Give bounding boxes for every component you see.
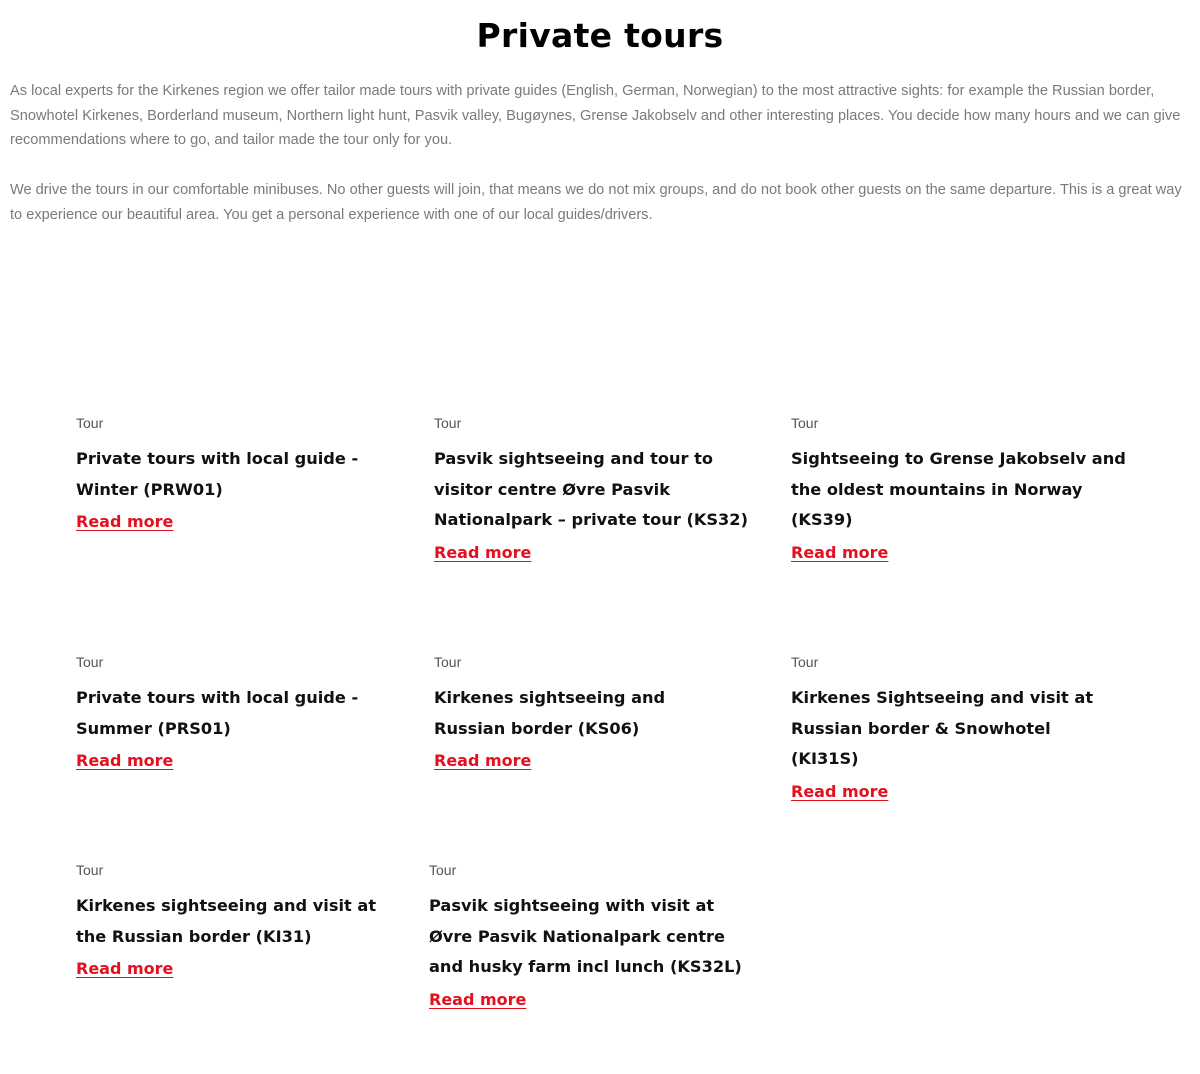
tour-card	[76, 414, 408, 533]
tour-type-label: Tour	[434, 654, 462, 670]
tour-title[interactable]: Private tours with local guide - Winter (PRW01)	[76, 449, 359, 499]
intro-paragraph: We drive the tours in our comfortable minibuses. No other guests will join, that means we do not mix groups, and do not book other guests on the same departure. This is a great way to experience our beautiful area. You get a personal experience with one of our local guides/drivers.	[10, 182, 1182, 223]
tour-type-label: Tour	[76, 415, 104, 431]
tour-card	[791, 653, 1101, 803]
read-more-link[interactable]: Read more	[791, 781, 889, 801]
read-more-link[interactable]: Read more	[76, 512, 174, 531]
tour-type-label: Tour	[791, 654, 819, 670]
read-more-link[interactable]: Read more	[76, 959, 174, 978]
tour-title[interactable]: Kirkenes sightseeing and visit at the Russian border (KI31)	[76, 896, 377, 946]
tour-type-label: Tour	[791, 415, 819, 431]
tour-card	[791, 414, 1141, 564]
read-more-link[interactable]: Read more	[429, 989, 527, 1009]
page-title: Private tours	[476, 16, 724, 55]
read-more-link[interactable]: Read more	[434, 542, 532, 562]
read-more-link[interactable]: Read more	[76, 751, 174, 770]
intro-paragraph: As local experts for the Kirkenes region we offer tailor made tours with private guides (English, German, Norwegian) to the most attractive sights: for example the Russian border, Snowhotel Kirkenes, Borderland museum, Northern light hunt, Pasvik valley, Bugøynes, Grense Jakobselv and other interesting places. You decide how many hours and we can give recommendations where to go, and tailor made the tour only for you.	[10, 83, 1181, 148]
tour-card	[434, 653, 734, 772]
tour-card	[76, 861, 396, 980]
tour-type-label: Tour	[429, 862, 457, 878]
tour-type-label: Tour	[434, 415, 462, 431]
tour-card	[76, 653, 416, 772]
tour-card	[429, 861, 754, 1011]
read-more-link[interactable]: Read more	[434, 751, 532, 770]
tour-title[interactable]: Pasvik sightseeing and tour to visitor centre Øvre Pasvik Nationalpark – private tour (KS32)	[434, 449, 748, 529]
tour-title[interactable]: Kirkenes Sightseeing and visit at Russian border & Snowhotel (KI31S)	[791, 688, 1094, 768]
tour-title[interactable]: Sightseeing to Grense Jakobselv and the oldest mountains in Norway (KS39)	[791, 449, 1126, 529]
tour-type-label: Tour	[76, 862, 104, 878]
tour-card	[434, 414, 754, 564]
tour-type-label: Tour	[76, 654, 104, 670]
read-more-link[interactable]: Read more	[791, 542, 889, 562]
tour-title[interactable]: Pasvik sightseeing with visit at Øvre Pasvik Nationalpark centre and husky farm incl lunch (KS32L)	[429, 896, 742, 976]
tour-title[interactable]: Private tours with local guide - Summer (PRS01)	[76, 688, 359, 738]
tour-title[interactable]: Kirkenes sightseeing and Russian border (KS06)	[434, 688, 666, 738]
